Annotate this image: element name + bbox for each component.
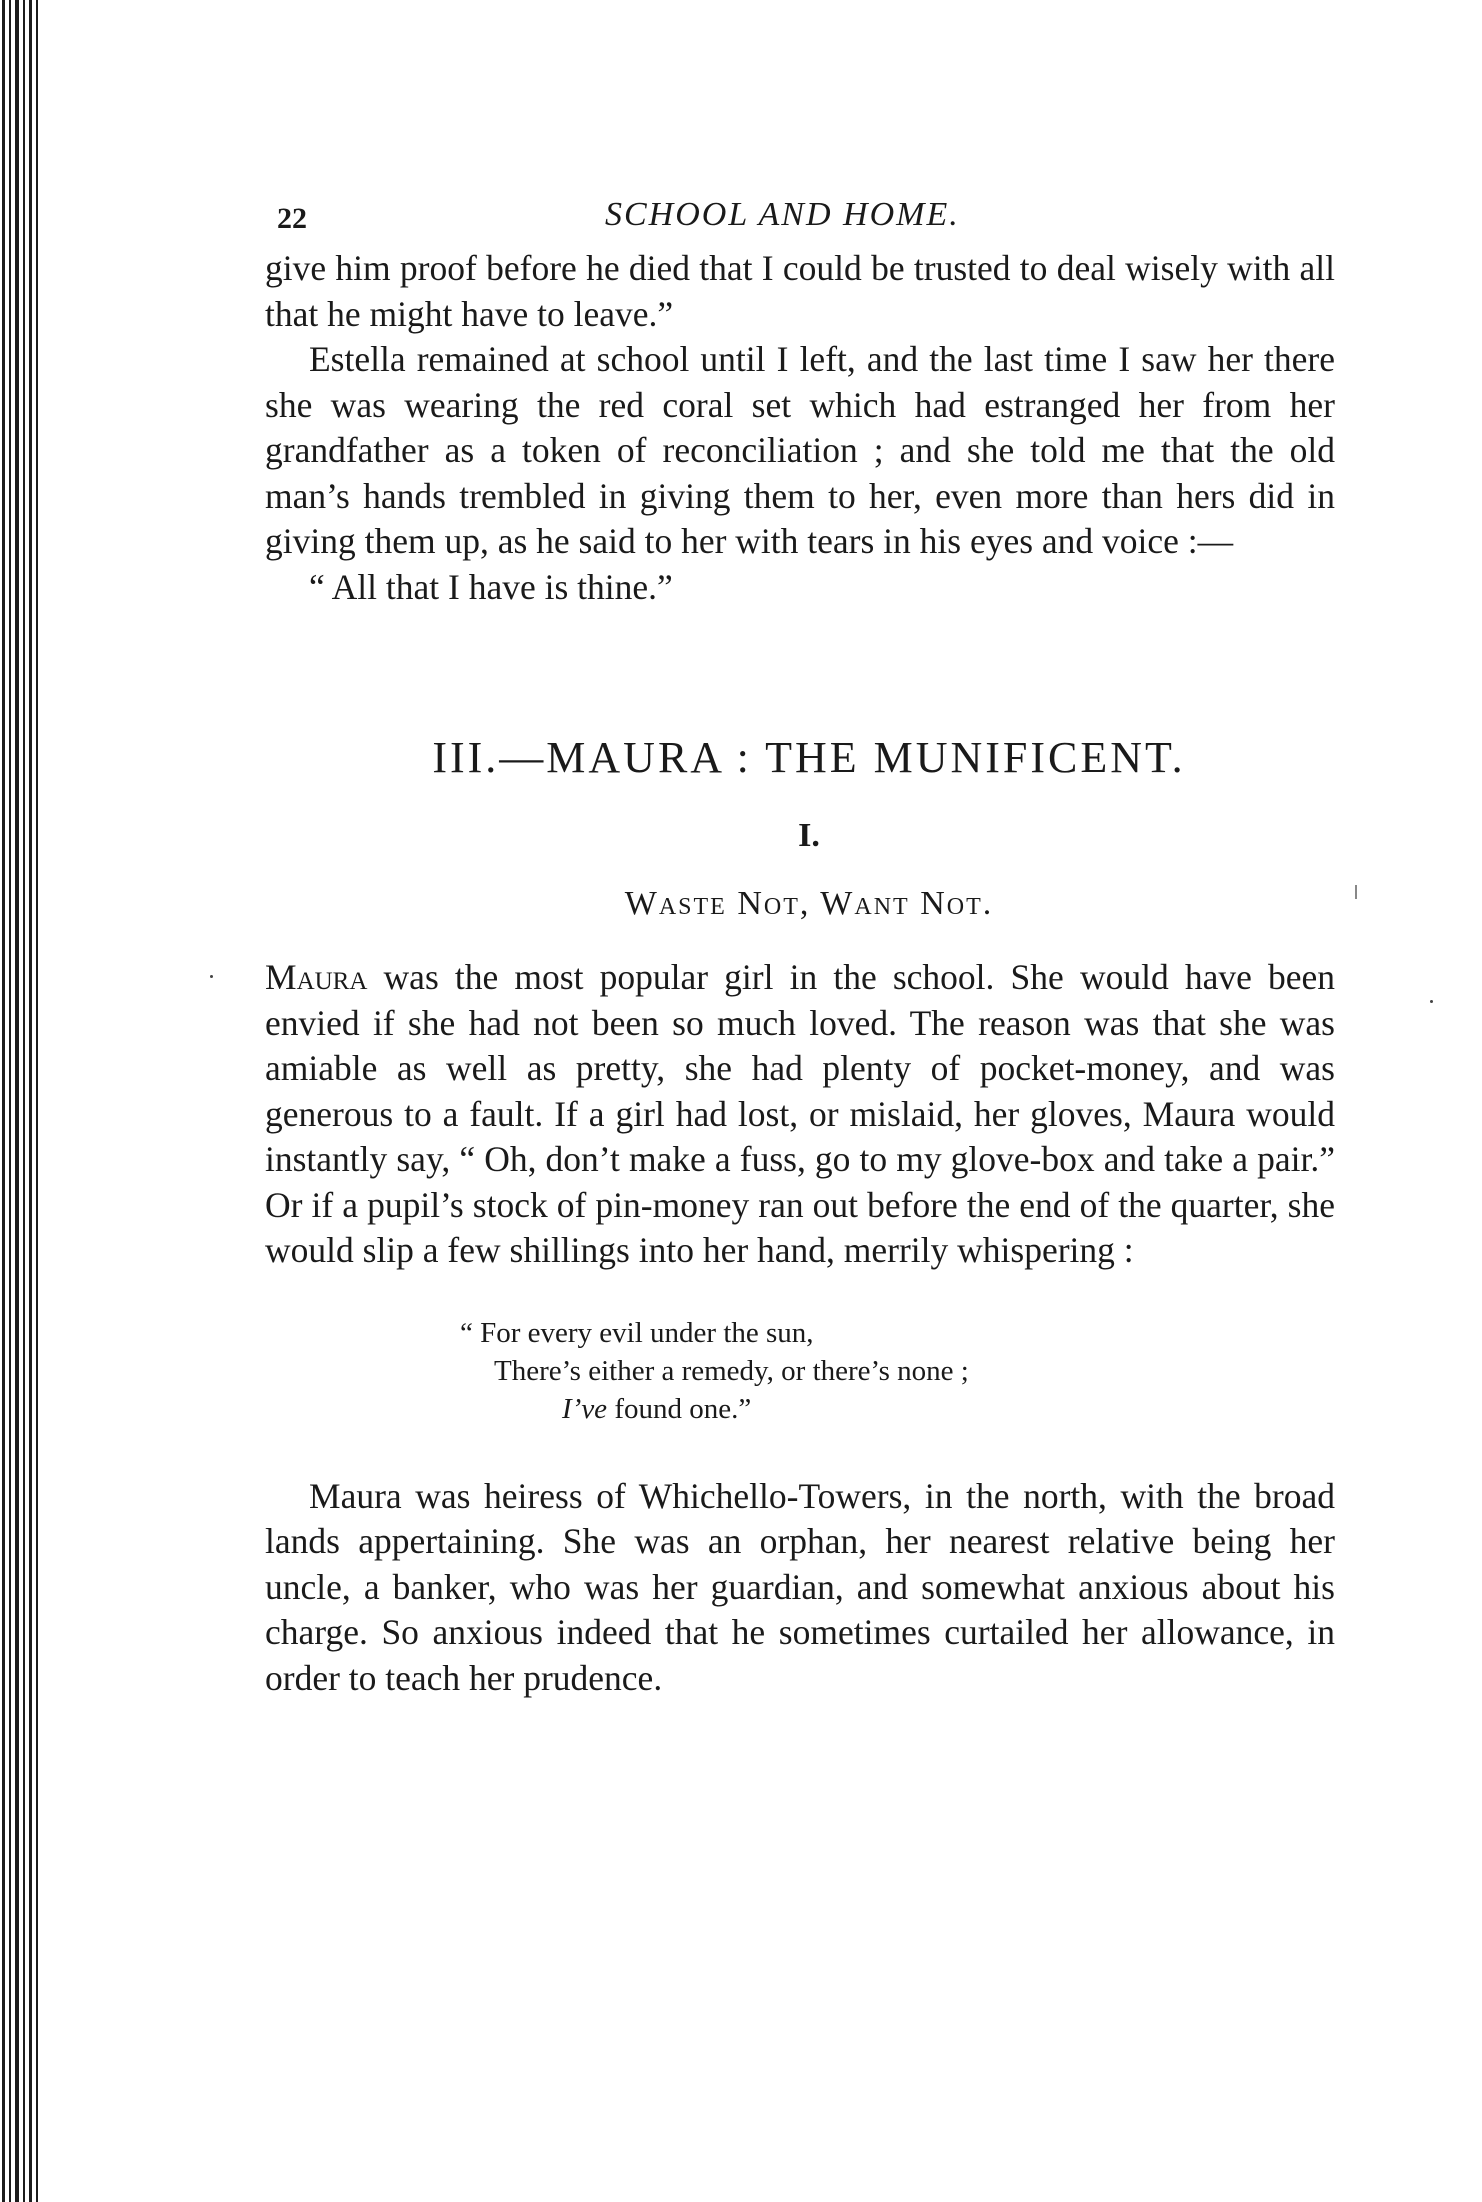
book-binding-edge: [0, 0, 42, 2202]
part-number: I.: [798, 817, 820, 854]
paragraph-text: was the most popular girl in the school. She would have been envied if she had not been so much loved. The reason was that she was amiable as well as pretty, she had plenty of pocket-money, and was generous to a fault. If a girl had lost, or mislaid, her gloves, Maura would instantly say, “ Oh, don’t make a fuss, go to my glove-box and take a pair.” Or if a pupil’s stock of pin-money ran out before the end of the quarter, she would slip a few shillings into her hand, merrily whispering :: [265, 957, 1335, 1270]
verse-line-1: “ For every evil under the sun,: [460, 1316, 814, 1349]
paragraph-lead-word: Maura: [265, 957, 368, 997]
estella-paragraph: Estella remained at school until I left, and the last time I saw her there she was wearing the red coral set which had estranged her from her grandfather as a token of reconciliation ; and she told me that the old man’s hands trembled in giving them to her, even more than hers did in giving them up, as he said to her with tears in his eyes and voice :—: [265, 339, 1335, 561]
page-number: 22: [277, 202, 307, 235]
section-body: [265, 955, 1335, 1274]
heiress-paragraph: Maura was heiress of Whichello-Towers, in the north, with the broad lands appertaining. She was an orphan, her nearest relative being her uncle, a banker, who was her guardian, and somewhat anxious about his charge. So anxious indeed that he sometimes curtailed her allowance, in order to teach her prudence.: [265, 1475, 1335, 1698]
running-title: SCHOOL AND HOME.: [605, 196, 960, 233]
running-head: [265, 190, 1335, 246]
chapter-title: III.—MAURA : THE MUNIFICENT.: [432, 733, 1186, 782]
verse-line-3-italic: I’ve: [562, 1392, 608, 1425]
continued-paragraph: give him proof before he died that I could be trusted to deal wisely with all that he might have to leave.”: [265, 248, 1335, 334]
verse-line-2: There’s either a remedy, or there’s none ;: [494, 1354, 969, 1387]
maura-paragraph: [265, 955, 1335, 1274]
after-verse-section: [265, 1474, 1335, 1702]
verse-quote: [460, 1314, 1335, 1428]
book-page: [265, 190, 1335, 1701]
closing-quote: “ All that I have is thine.”: [309, 566, 673, 607]
page-speck: [1355, 885, 1357, 899]
page-speck: [210, 975, 213, 978]
verse-line-3: [460, 1390, 1335, 1428]
verse-line-3-rest: found one.”: [607, 1392, 752, 1425]
page-speck: [1430, 1000, 1433, 1003]
section-title: Waste Not, Want Not.: [624, 885, 994, 922]
